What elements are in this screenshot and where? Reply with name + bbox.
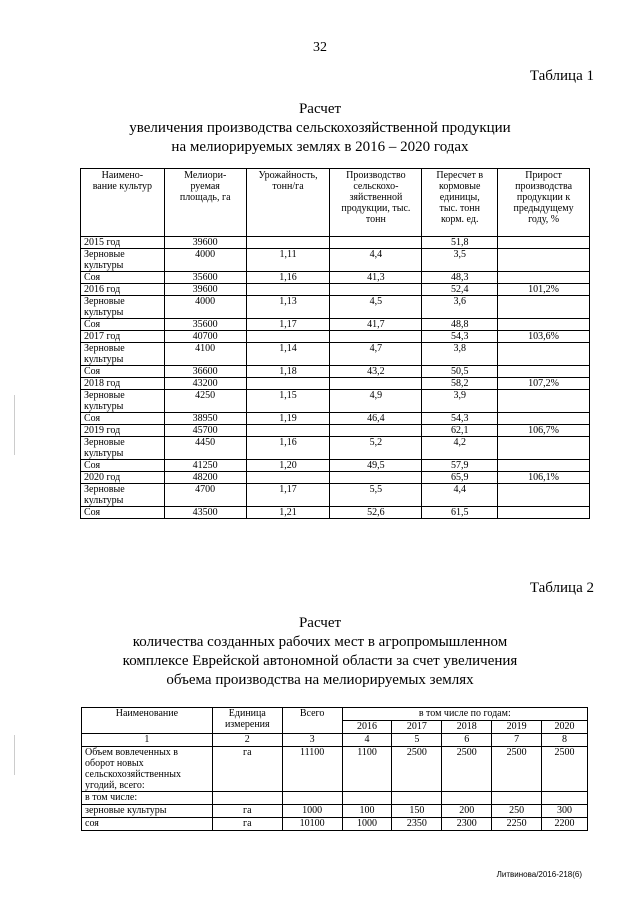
- table2-cell: 300: [542, 805, 588, 818]
- table2-title-line: объема производства на мелиорируемых землях: [166, 672, 474, 688]
- table2-row-name: в том числе:: [82, 792, 213, 805]
- table1-cell: 1,14: [246, 343, 330, 366]
- table-row: [81, 319, 590, 331]
- table2-cell: [282, 792, 342, 805]
- table1-header-row: [81, 169, 590, 237]
- table1-title: [0, 100, 640, 157]
- table2-year: 2016: [342, 721, 392, 734]
- table2-column-number: 2: [212, 734, 282, 747]
- table1-cell: [330, 237, 422, 249]
- table1-cell: [498, 343, 590, 366]
- table-row: [81, 343, 590, 366]
- table1-header-cell: Производство сельскохо- зяйственной продукции, тыс. тонн: [330, 169, 422, 237]
- table2-cell: 2500: [542, 747, 588, 792]
- table1-cell: 46,4: [330, 413, 422, 425]
- table1-row-name: 2020 год: [81, 472, 165, 484]
- table2-cell: 250: [492, 805, 542, 818]
- table2-cell: [442, 792, 492, 805]
- table1-cell: 54,3: [422, 331, 498, 343]
- table1-cell: [498, 272, 590, 284]
- table-row: [81, 237, 590, 249]
- table-row: [81, 460, 590, 472]
- table-row: [81, 249, 590, 272]
- table1-header-cell: Прирост производства продукции к предыдущему году, %: [498, 169, 590, 237]
- table2-title-line: Расчет: [298, 615, 342, 631]
- table2: [81, 707, 588, 831]
- table2-cell: 1000: [282, 805, 342, 818]
- table2-cell: га: [212, 805, 282, 818]
- table1-cell: 4000: [164, 249, 246, 272]
- table1-cell: [498, 437, 590, 460]
- table2-label: Таблица 2: [529, 580, 594, 596]
- table1-cell: 1,13: [246, 296, 330, 319]
- table1-cell: 65,9: [422, 472, 498, 484]
- table1-cell: 48,8: [422, 319, 498, 331]
- table1-row-name: Зерновые культуры: [81, 390, 165, 413]
- table1-cell: [498, 366, 590, 378]
- table2-cell: 2350: [392, 818, 442, 831]
- table1-row-name: Соя: [81, 507, 165, 519]
- table2-cell: 2500: [392, 747, 442, 792]
- table2-year: 2020: [542, 721, 588, 734]
- table1-cell: 106,1%: [498, 472, 590, 484]
- table1-title-line: увеличения производства сельскохозяйственной продукции: [129, 120, 511, 136]
- table-row: [81, 284, 590, 296]
- table2-cell: [492, 792, 542, 805]
- table1-cell: 54,3: [422, 413, 498, 425]
- table1-cell: [498, 460, 590, 472]
- table1-cell: 41,7: [330, 319, 422, 331]
- table1-cell: 1,21: [246, 507, 330, 519]
- table2-cell: 200: [442, 805, 492, 818]
- table2-row-name: соя: [82, 818, 213, 831]
- table2-column-number: 7: [492, 734, 542, 747]
- table-row: [82, 747, 588, 792]
- table2-cell: [342, 792, 392, 805]
- table2-column-number: 5: [392, 734, 442, 747]
- table1-cell: [246, 237, 330, 249]
- table2-cell: [392, 792, 442, 805]
- table2-header-total: Всего: [282, 708, 342, 734]
- table1-cell: 52,4: [422, 284, 498, 296]
- table1-cell: 1,19: [246, 413, 330, 425]
- table1-title-line: на мелиорируемых землях в 2016 – 2020 годах: [171, 139, 469, 155]
- table1-cell: [498, 237, 590, 249]
- table1-cell: 4,9: [330, 390, 422, 413]
- table1-cell: [330, 472, 422, 484]
- table1-cell: 62,1: [422, 425, 498, 437]
- table1-cell: 3,5: [422, 249, 498, 272]
- table-row: [81, 507, 590, 519]
- table1-cell: 41,3: [330, 272, 422, 284]
- table2-cell: [212, 792, 282, 805]
- table1-cell: [498, 249, 590, 272]
- table1-row-name: Соя: [81, 272, 165, 284]
- page-number: 32: [313, 40, 327, 55]
- table1-row-name: Соя: [81, 319, 165, 331]
- table-row: [81, 296, 590, 319]
- table1-cell: 61,5: [422, 507, 498, 519]
- table-row: [81, 331, 590, 343]
- table-row: [81, 378, 590, 390]
- table1-cell: 106,7%: [498, 425, 590, 437]
- table1-cell: 5,5: [330, 484, 422, 507]
- table1-header-cell: Пересчет в кормовые единицы, тыс. тонн корм. ед.: [422, 169, 498, 237]
- table2-cell: 2300: [442, 818, 492, 831]
- table1-cell: 4,2: [422, 437, 498, 460]
- table1-cell: 48200: [164, 472, 246, 484]
- table1-cell: 35600: [164, 272, 246, 284]
- table2-column-numbers-row: [82, 734, 588, 747]
- table2-body: [82, 747, 588, 831]
- table1-row-name: Зерновые культуры: [81, 249, 165, 272]
- table2-cell: 1100: [342, 747, 392, 792]
- table-row: [81, 484, 590, 507]
- table1-cell: [330, 425, 422, 437]
- table2-column-number: 8: [542, 734, 588, 747]
- table1-cell: 4,4: [330, 249, 422, 272]
- table2-row-name: Объем вовлеченных в оборот новых сельскохозяйственных угодий, всего:: [82, 747, 213, 792]
- table2-column-number: 1: [82, 734, 213, 747]
- table1-cell: [498, 413, 590, 425]
- table1: [80, 168, 590, 519]
- table1-cell: 3,9: [422, 390, 498, 413]
- table1-cell: [246, 425, 330, 437]
- table1-cell: 1,15: [246, 390, 330, 413]
- table1-cell: [246, 331, 330, 343]
- table1-cell: [246, 284, 330, 296]
- table1-header-cell: Мелиори- руемая площадь, га: [164, 169, 246, 237]
- table1-cell: [498, 390, 590, 413]
- table1-cell: [330, 331, 422, 343]
- table2-cell: 11100: [282, 747, 342, 792]
- table2-column-number: 4: [342, 734, 392, 747]
- table2-year: 2019: [492, 721, 542, 734]
- table1-cell: 4250: [164, 390, 246, 413]
- table1-cell: 51,8: [422, 237, 498, 249]
- table1-cell: 43500: [164, 507, 246, 519]
- scan-margin-mark: [14, 735, 15, 775]
- table-row: [81, 437, 590, 460]
- table2-header-name: Наименование: [82, 708, 213, 734]
- table1-cell: 107,2%: [498, 378, 590, 390]
- table-row: [81, 425, 590, 437]
- table1-row-name: Зерновые культуры: [81, 437, 165, 460]
- table1-cell: 43,2: [330, 366, 422, 378]
- table2-title-line: количества созданных рабочих мест в агропромышленном: [132, 634, 508, 650]
- table1-cell: [330, 378, 422, 390]
- table1-header-cell: Урожайность, тонн/га: [246, 169, 330, 237]
- table1-cell: 36600: [164, 366, 246, 378]
- table2-cell: 2500: [492, 747, 542, 792]
- document-footer: Литвинова/2016-218(6): [496, 870, 582, 879]
- table1-cell: [246, 378, 330, 390]
- table1-cell: 57,9: [422, 460, 498, 472]
- table1-cell: 35600: [164, 319, 246, 331]
- table1-cell: 4000: [164, 296, 246, 319]
- scan-margin-mark: [14, 395, 15, 455]
- table1-row-name: 2018 год: [81, 378, 165, 390]
- table1-cell: [498, 296, 590, 319]
- table1-body: [81, 237, 590, 519]
- table2-year: 2018: [442, 721, 492, 734]
- table2-cell: 1000: [342, 818, 392, 831]
- table1-cell: 5,2: [330, 437, 422, 460]
- table1-row-name: Соя: [81, 413, 165, 425]
- table1-header-cell: Наимено- вание культур: [81, 169, 165, 237]
- table1-cell: 4,7: [330, 343, 422, 366]
- table2-cell: 150: [392, 805, 442, 818]
- table1-cell: [498, 319, 590, 331]
- table1-cell: 1,17: [246, 484, 330, 507]
- table2-header-years-group: в том числе по годам:: [342, 708, 587, 721]
- table1-row-name: Зерновые культуры: [81, 343, 165, 366]
- table1-cell: 49,5: [330, 460, 422, 472]
- table1-cell: [246, 472, 330, 484]
- table2-cell: 100: [342, 805, 392, 818]
- table2-cell: 10100: [282, 818, 342, 831]
- table1-cell: 1,17: [246, 319, 330, 331]
- table-row: [81, 272, 590, 284]
- table1-cell: 1,16: [246, 437, 330, 460]
- table1-row-name: Зерновые культуры: [81, 296, 165, 319]
- table1-cell: 4100: [164, 343, 246, 366]
- table1-cell: 103,6%: [498, 331, 590, 343]
- table1-row-name: Зерновые культуры: [81, 484, 165, 507]
- table1-row-name: Соя: [81, 460, 165, 472]
- table1-cell: 3,8: [422, 343, 498, 366]
- table2-header-row: [82, 708, 588, 721]
- table1-cell: 4,5: [330, 296, 422, 319]
- table1-cell: 3,6: [422, 296, 498, 319]
- table1-cell: 4,4: [422, 484, 498, 507]
- table1-row-name: 2019 год: [81, 425, 165, 437]
- table1-cell: 1,11: [246, 249, 330, 272]
- table2-year: 2017: [392, 721, 442, 734]
- table1-cell: 101,2%: [498, 284, 590, 296]
- table-row: [82, 792, 588, 805]
- table2-cell: га: [212, 747, 282, 792]
- table1-row-name: 2016 год: [81, 284, 165, 296]
- table2-cell: га: [212, 818, 282, 831]
- table2-column-number: 6: [442, 734, 492, 747]
- table2-cell: 2250: [492, 818, 542, 831]
- table1-row-name: 2015 год: [81, 237, 165, 249]
- table1-cell: 43200: [164, 378, 246, 390]
- table-row: [81, 390, 590, 413]
- table2-header-unit: Единица измерения: [212, 708, 282, 734]
- table1-cell: 39600: [164, 237, 246, 249]
- table-row: [82, 818, 588, 831]
- table2-title-line: комплексе Еврейской автономной области за счет увеличения: [122, 653, 518, 669]
- table1-cell: 38950: [164, 413, 246, 425]
- table1-cell: 45700: [164, 425, 246, 437]
- table-row: [81, 472, 590, 484]
- table1-cell: 41250: [164, 460, 246, 472]
- table2-title: [0, 614, 640, 690]
- table-row: [82, 805, 588, 818]
- table2-cell: 2200: [542, 818, 588, 831]
- table1-cell: 48,3: [422, 272, 498, 284]
- table1-cell: [498, 507, 590, 519]
- table1-cell: 52,6: [330, 507, 422, 519]
- table1-row-name: 2017 год: [81, 331, 165, 343]
- table2-column-number: 3: [282, 734, 342, 747]
- table1-label: Таблица 1: [529, 68, 594, 84]
- table1-cell: 50,5: [422, 366, 498, 378]
- table1-cell: 1,16: [246, 272, 330, 284]
- table2-cell: 2500: [442, 747, 492, 792]
- table1-cell: 1,20: [246, 460, 330, 472]
- table1-cell: [330, 284, 422, 296]
- table1-cell: 39600: [164, 284, 246, 296]
- table-row: [81, 366, 590, 378]
- table1-cell: [498, 484, 590, 507]
- table2-row-name: зерновые культуры: [82, 805, 213, 818]
- table1-cell: 4450: [164, 437, 246, 460]
- table-row: [81, 413, 590, 425]
- table1-cell: 40700: [164, 331, 246, 343]
- table1-cell: 4700: [164, 484, 246, 507]
- table1-title-line: Расчет: [298, 101, 342, 117]
- table2-cell: [542, 792, 588, 805]
- table1-cell: 1,18: [246, 366, 330, 378]
- table1-cell: 58,2: [422, 378, 498, 390]
- table1-row-name: Соя: [81, 366, 165, 378]
